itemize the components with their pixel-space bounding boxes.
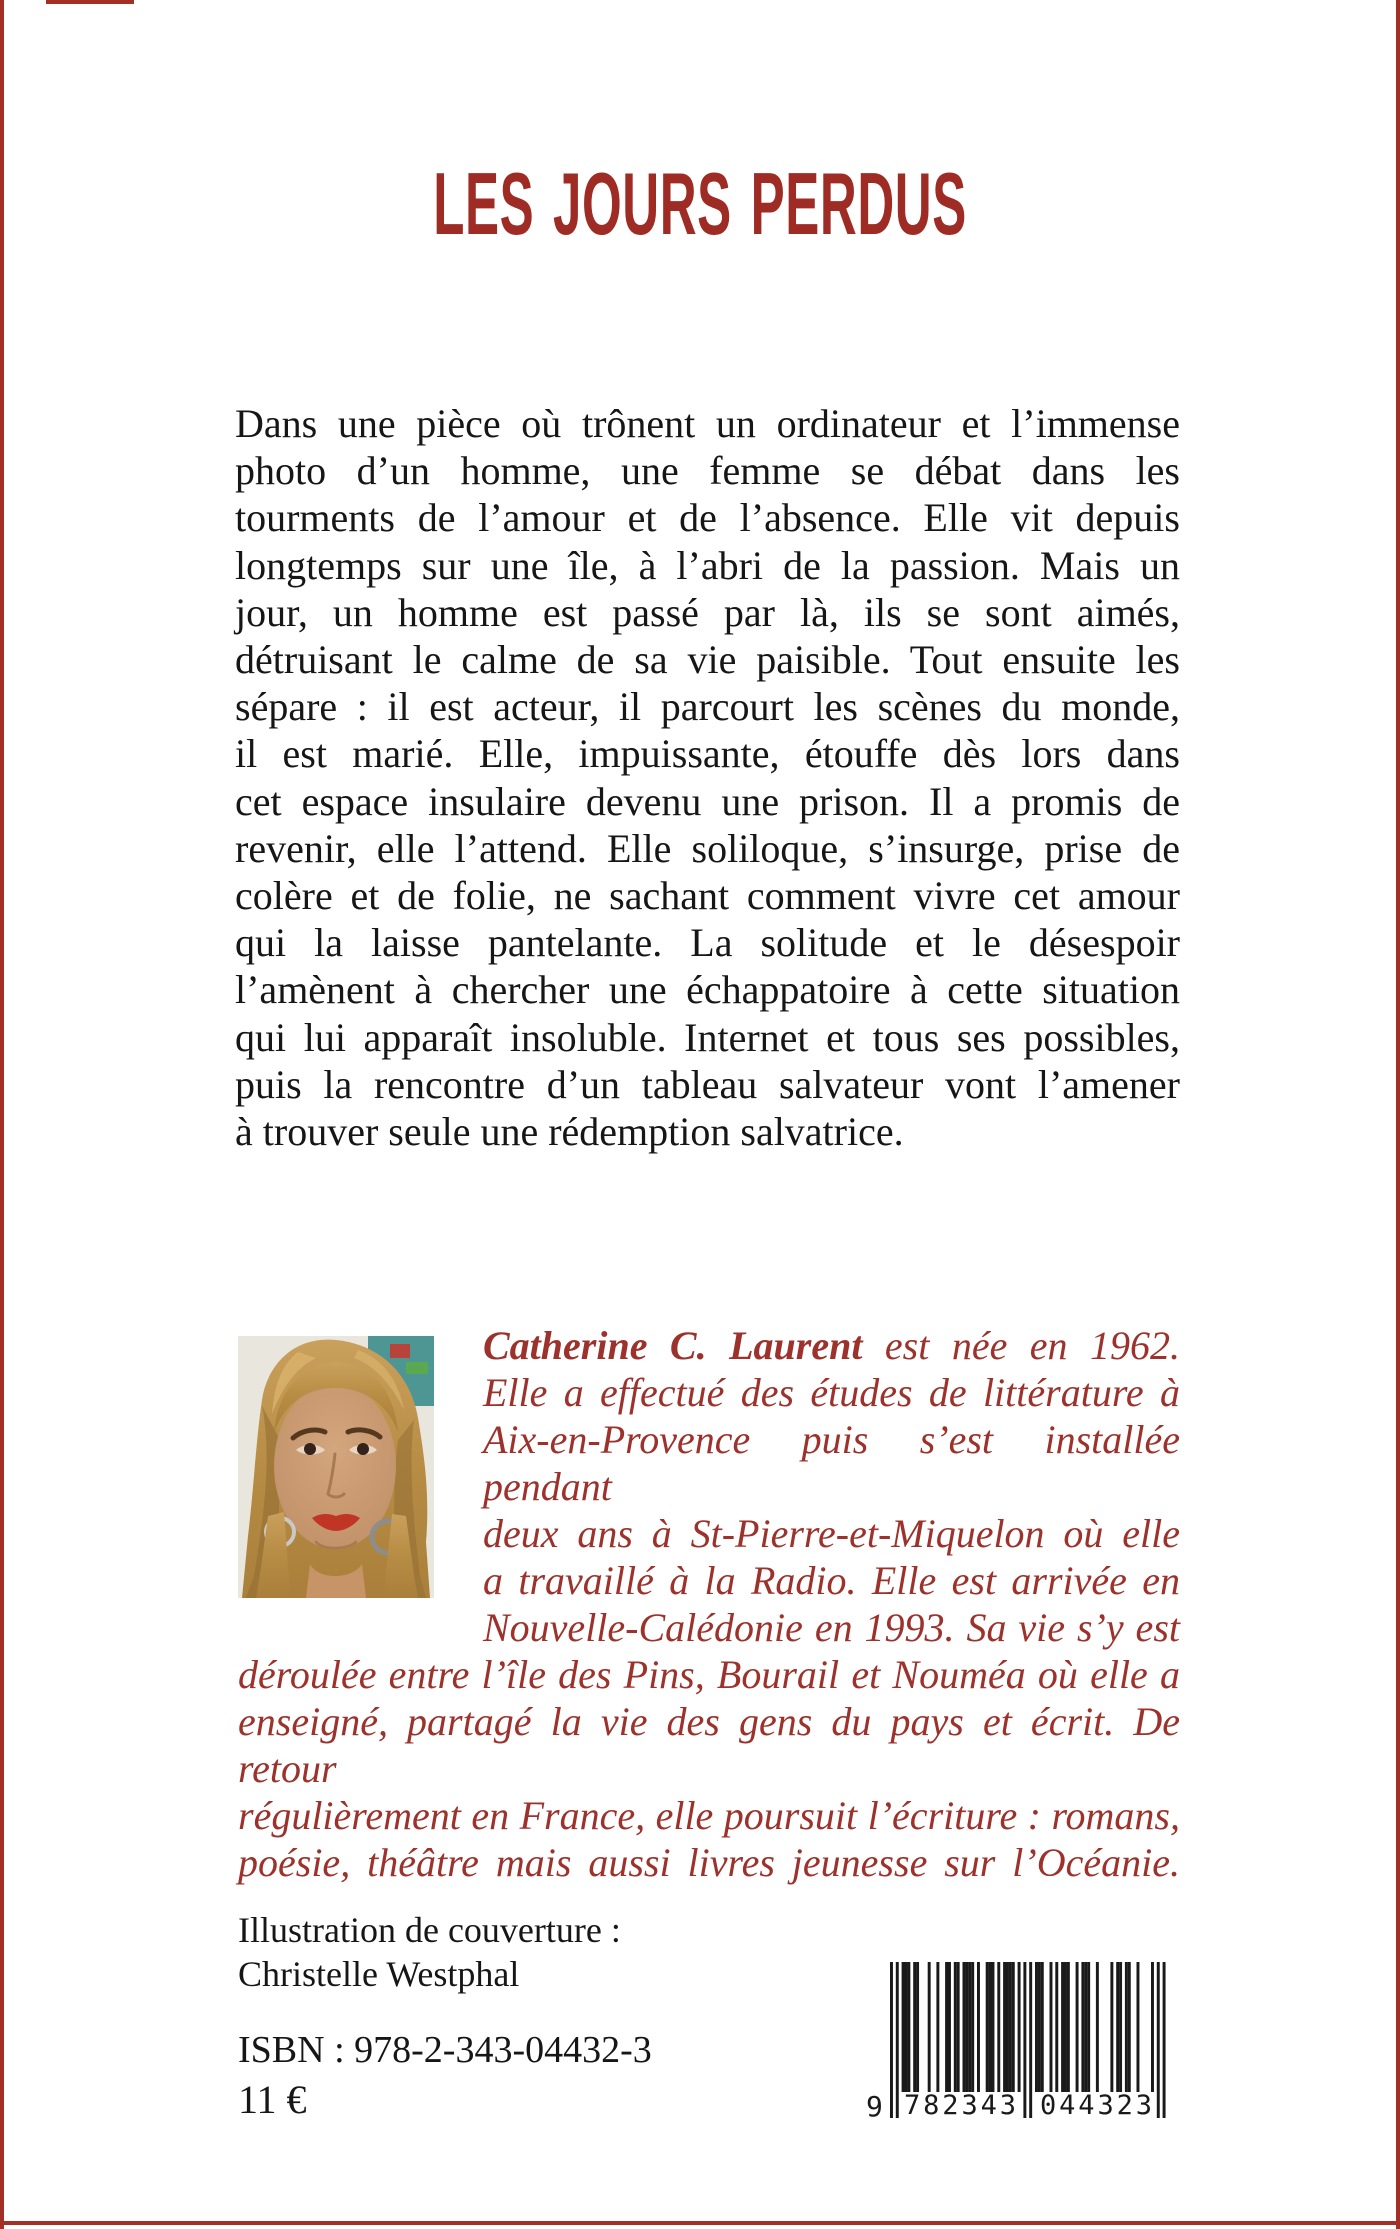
text-line: cet espace insulaire devenu une prison. Il a promis de — [235, 778, 1180, 824]
text-line: Nouvelle-Calédonie en 1993. Sa vie s’y est — [483, 1605, 1180, 1650]
text-line: puis la rencontre d’un tableau salvateur vont l’amener — [235, 1061, 1180, 1107]
bio-first-rest: est née en 1962. — [862, 1323, 1181, 1368]
barcode-leading-digit: 9 — [866, 2090, 883, 2123]
barcode-digits-right: 044323 — [1040, 2090, 1152, 2121]
text-line: deux ans à St-Pierre-et-Miquelon où elle — [483, 1511, 1180, 1556]
text-line: Dans une pièce où trônent un ordinateur et l’immense — [235, 401, 1180, 446]
author-photo — [238, 1336, 434, 1598]
cover-credit — [238, 1908, 621, 1996]
text-line: qui la laisse pantelante. La solitude et le désespoir — [235, 920, 1180, 966]
text-line: déroulée entre l’île des Pins, Bourail et Nouméa où elle a — [238, 1652, 1180, 1697]
text-line: détruisant le calme de sa vie paisible. Tout ensuite les — [235, 637, 1180, 683]
text-line: régulièrement en France, elle poursuit l’écriture : romans, — [238, 1793, 1180, 1838]
author-name: Catherine C. Laurent — [483, 1323, 863, 1368]
barcode-digits-left: 782343 — [904, 2090, 1016, 2121]
text-line: Aix-en-Provence puis s’est installée pendant — [483, 1417, 1180, 1509]
credit-artist: Christelle Westphal — [238, 1954, 520, 1994]
text-line: poésie, théâtre mais aussi livres jeunesse sur l’Océanie. — [238, 1840, 1180, 1885]
ean-barcode — [866, 1962, 1176, 2122]
text-line: revenir, elle l’attend. Elle soliloque, s’insurge, prise de — [235, 825, 1180, 871]
text-line: il est marié. Elle, impuissante, étouffe dès lors dans — [235, 731, 1180, 777]
text-line: a travaillé à la Radio. Elle est arrivée en — [483, 1558, 1180, 1603]
page-border-left — [0, 0, 4, 2229]
text-line: photo d’un homme, une femme se débat dans les — [235, 448, 1180, 494]
text-line: jour, un homme est passé par là, ils se sont aimés, — [235, 589, 1180, 635]
text-line: qui lui apparaît insoluble. Internet et tous ses possibles, — [235, 1014, 1180, 1060]
text-line: l’amènent à chercher une échappatoire à cette situation — [235, 967, 1180, 1013]
text-line: longtemps sur une île, à l’abri de la passion. Mais un — [235, 542, 1180, 588]
barcode-bars — [890, 1962, 1168, 2122]
page-border-right — [1396, 0, 1400, 2229]
text-line: colère et de folie, ne sachant comment vivre cet amour — [235, 873, 1180, 919]
text-line: sépare : il est acteur, il parcourt les scènes du monde, — [235, 684, 1180, 730]
text-line: tourments de l’amour et de l’absence. Elle vit depuis — [235, 495, 1180, 541]
synopsis — [235, 400, 1180, 1155]
credit-label: Illustration de couverture : — [238, 1910, 621, 1950]
isbn-line: ISBN : 978-2-343-04432-3 — [238, 2029, 652, 2071]
title-area — [0, 154, 1400, 253]
text-line: enseigné, partagé la vie des gens du pays et écrit. De retour — [238, 1699, 1180, 1791]
text-line: à trouver seule une rédemption salvatrice. — [235, 1109, 904, 1155]
page-border-bottom — [0, 2221, 1400, 2225]
text-line: Elle a effectué des études de littérature à — [483, 1370, 1180, 1415]
page-border-top-dash — [46, 0, 134, 4]
book-title: LES JOURS PERDUS — [433, 154, 967, 253]
author-bio — [238, 1322, 1180, 1886]
price: 11 € — [238, 2077, 307, 2122]
